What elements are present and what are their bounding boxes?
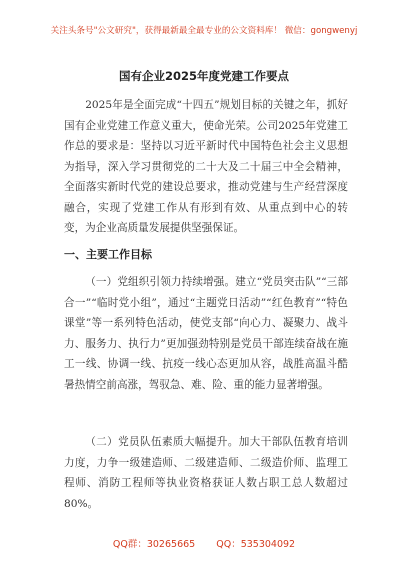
footer-contact <box>0 536 408 550</box>
section-heading-goals: 一、主要工作目标 <box>64 248 152 261</box>
qq-group-number: QQ群：30265665 <box>112 539 196 550</box>
document-title: 国有企业2025年度党建工作要点 <box>118 69 289 83</box>
qq-number: QQ：535304092 <box>216 539 296 550</box>
header-banner: 关注头条号"公文研究"，获得最新最全最专业的公文资料库！ 微信：gongwenyj <box>50 26 358 36</box>
item1-paragraph: （一）党组织引领力持续增强。建立“党员突击队”“三部合一”“临时党小组”，通过“主题党日活动”“红色教育”“特色课堂”等一系列特色活动，使党支部“向心力、凝聚力、战斗力、服务力、执行力”更加强劲特别是党员干部连续奋战在施工一线、协调一线、抗疫一线心态更加从容，战胜高温斗酷暑热情空前高涨，驾驭急、难、险、重的能力显著增强。 <box>64 276 348 391</box>
item2-paragraph: （二）党员队伍素质大幅提升。加大干部队伍教育培训力度，力争一级建造师、二级建造师、二级造价师、监理工程师、消防工程师等执业资格获证人数占职工总人数超过80%。 <box>64 436 348 510</box>
intro-paragraph: 2025年是全面完成“十四五”规划目标的关键之年，抓好国有企业党建工作意义重大，使命光荣。公司2025年党建工作总的要求是：坚持以习近平新时代中国特色社会主义思想为指导，深入学习贯彻党的二十大及二十届三中全会精神，全面落实新时代党的建设总要求，推动党建与生产经营深度融合，实现了党建工作从有形到有效、从重点到中心的转变，为企业高质量发展提供坚强保证。 <box>64 99 348 234</box>
